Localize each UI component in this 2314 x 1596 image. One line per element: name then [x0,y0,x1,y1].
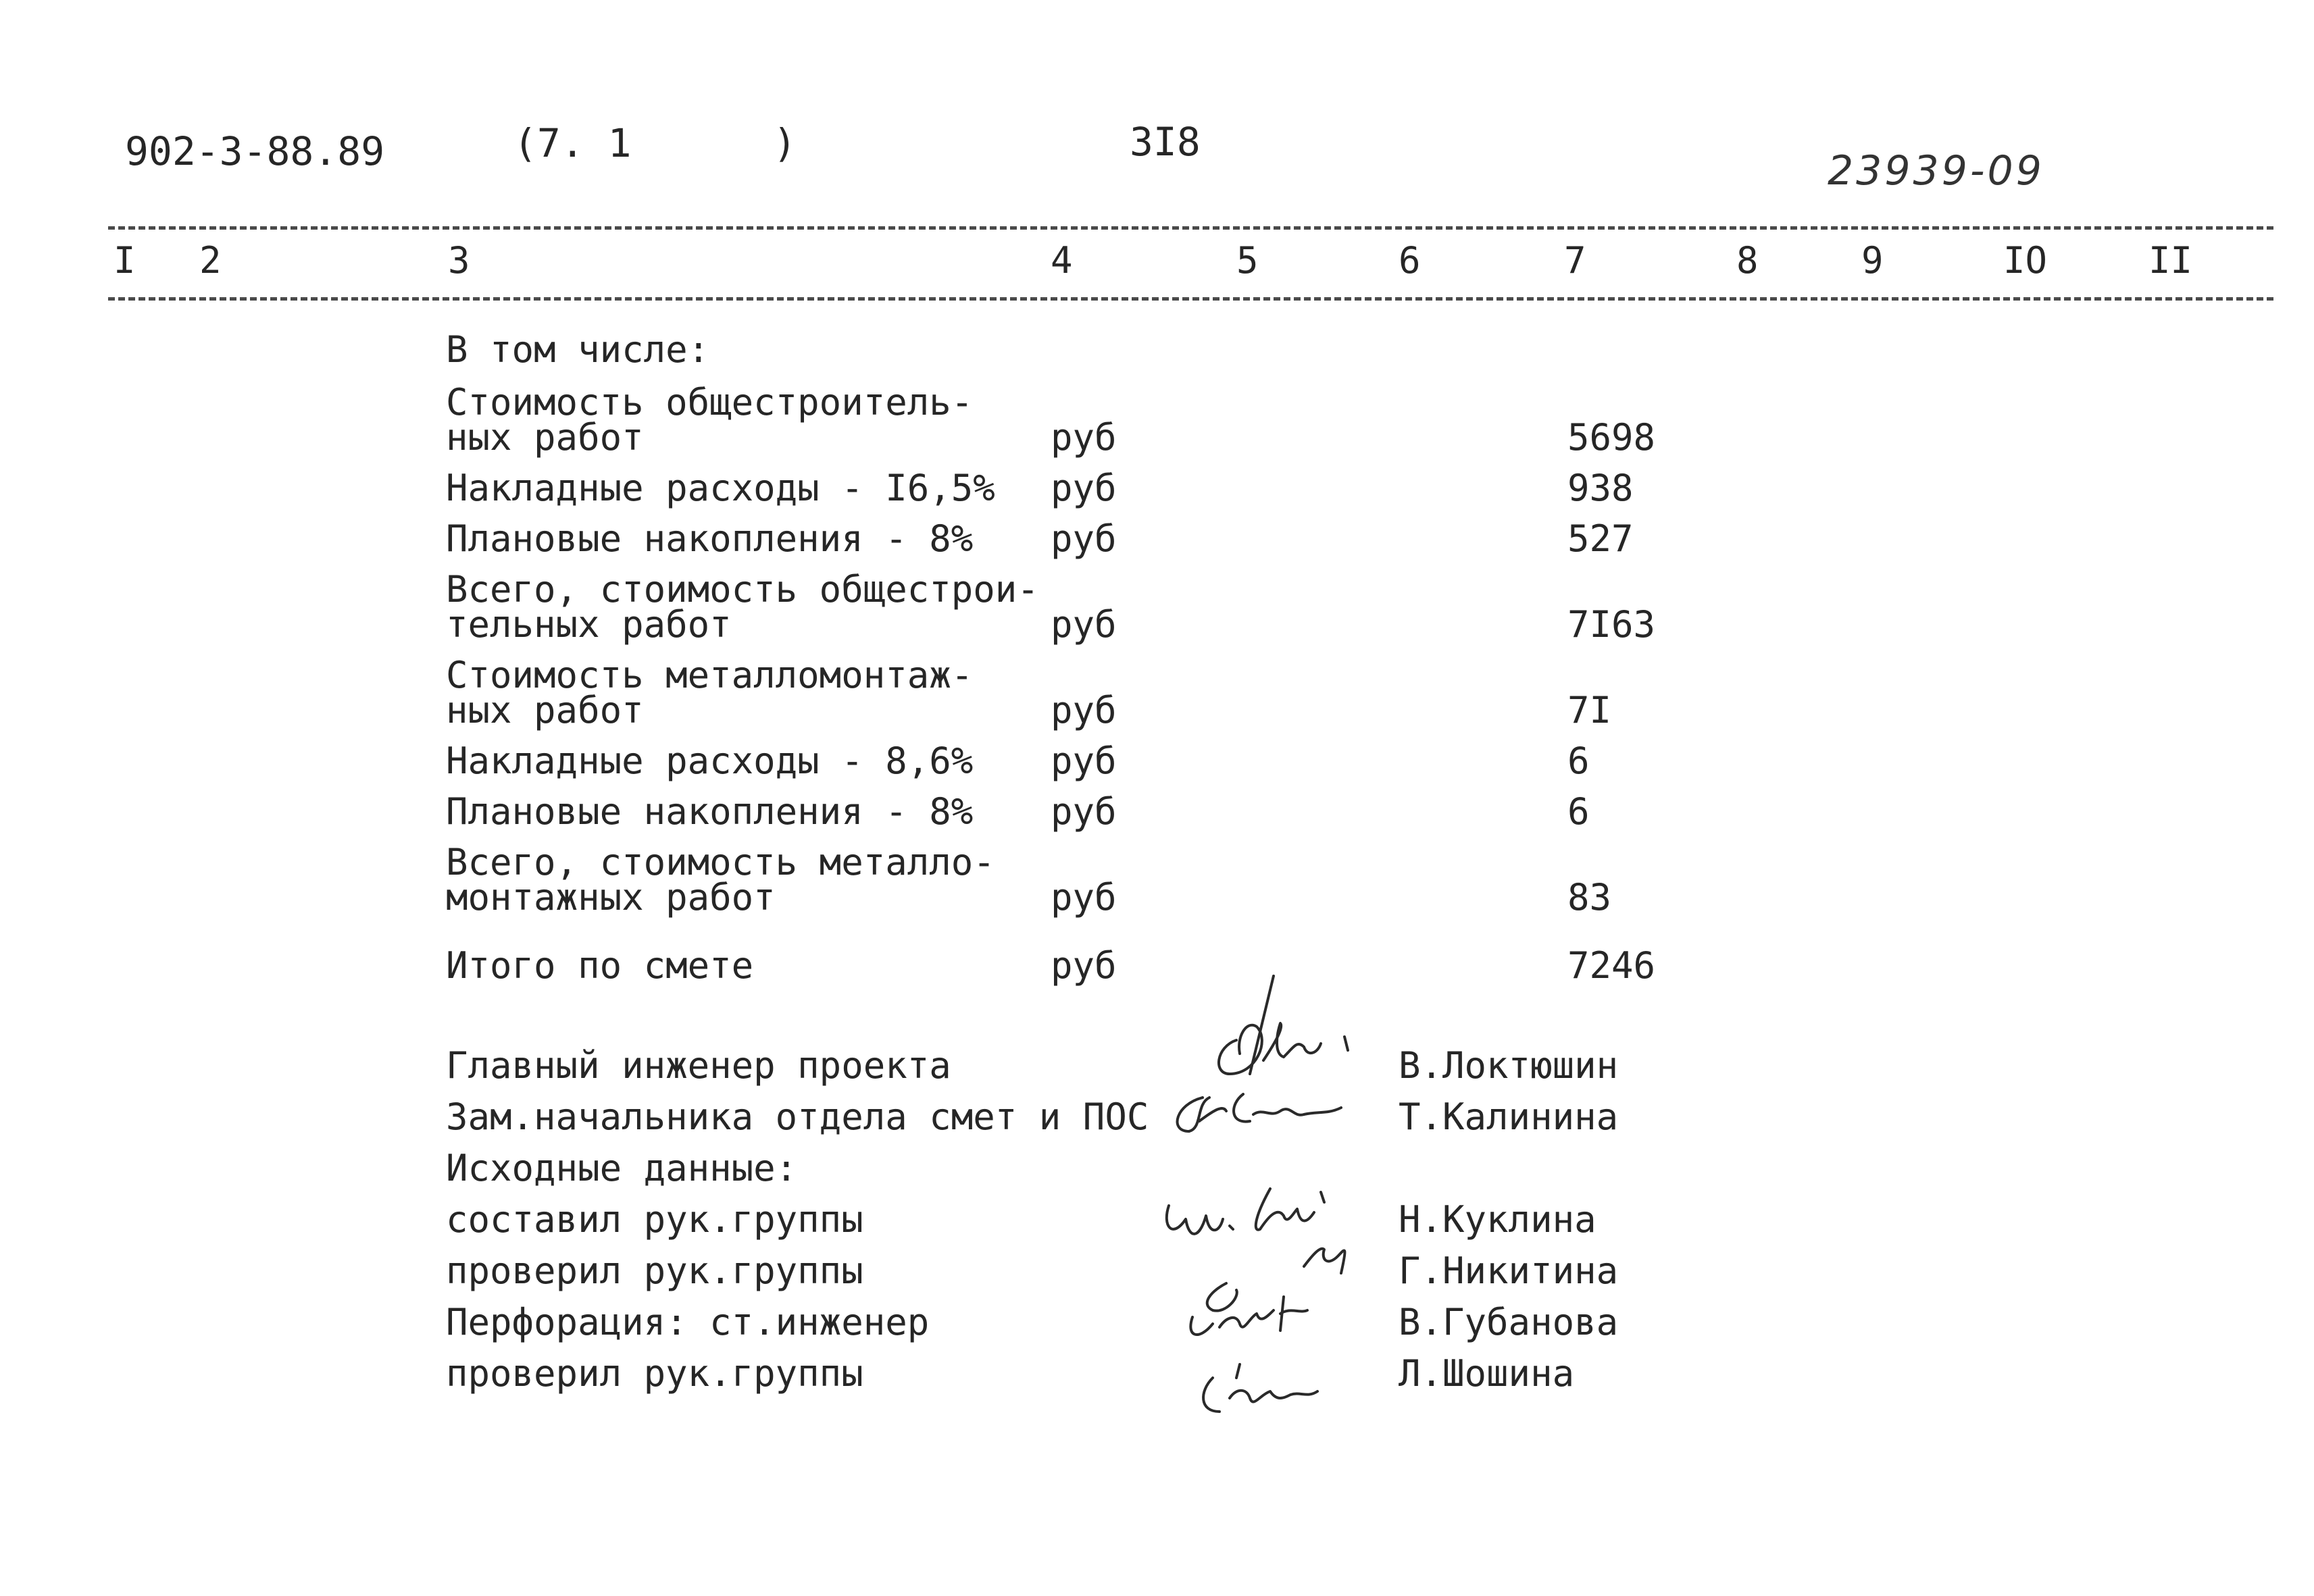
signatory-role: проверил рук.группы [446,1352,863,1395]
column-header: 2 [199,239,222,282]
signatory-role: Главный инженер проекта [446,1044,951,1087]
signatory-name: Т.Калинина [1399,1096,1619,1138]
row-unit: руб [1051,944,1117,987]
signatory-name: Л.Шошина [1399,1352,1575,1395]
handwritten-signature-loktyushin [1209,973,1378,1094]
row-unit: руб [1051,467,1117,509]
column-header: 8 [1736,239,1759,282]
document-code: 902-3-88.89 [125,128,385,174]
handwritten-signature-kalinina [1162,1084,1365,1145]
row-label: монтажных работ [446,876,776,919]
column-header: II [2148,239,2193,282]
row-value: 5698 [1567,416,1656,459]
section-number: (7. 1 ) [513,120,797,166]
signatory-role: составил рук.группы [446,1198,863,1241]
row-label: Накладные расходы - I6,5% [446,467,995,509]
column-header: 7 [1564,239,1586,282]
signatory-name: В.Локтюшин [1399,1044,1619,1087]
signatory-name: Н.Куклина [1399,1198,1596,1241]
table-top-rule [108,226,2273,230]
handwritten-signature-kuklina [1159,1179,1382,1280]
column-header: 4 [1051,239,1073,282]
signatory-name: Г.Никитина [1399,1250,1619,1292]
row-unit: руб [1051,416,1117,459]
signatory-role: проверил рук.группы [446,1250,863,1292]
total-value: 7246 [1567,944,1656,987]
row-label: Накладные расходы - 8,6% [446,740,974,782]
page-number: 3I8 [1130,119,1201,165]
row-value: 527 [1567,517,1634,560]
row-value: 7I [1567,689,1612,731]
row-label: Всего, стоимость металло- [446,841,995,883]
column-header: 5 [1236,239,1259,282]
row-label: Стоимость общестроитель- [446,381,974,423]
row-value: 6 [1567,790,1590,833]
column-header: 9 [1861,239,1884,282]
column-header: IO [2003,239,2048,282]
row-unit: руб [1051,740,1117,782]
row-value: 938 [1567,467,1634,509]
row-label: Всего, стоимость общестрои- [446,568,1039,611]
row-value: 83 [1567,876,1612,919]
section-label: Исходные данные: [446,1147,798,1189]
signatory-role: Перфорация: ст.инженер [446,1301,930,1343]
row-label: Плановые накопления - 8% [446,790,974,833]
row-unit: руб [1051,517,1117,560]
signatory-name: В.Губанова [1399,1301,1619,1343]
row-unit: руб [1051,790,1117,833]
row-label: Плановые накопления - 8% [446,517,974,560]
total-label: Итого по смете [446,944,754,987]
row-value: 6 [1567,740,1590,782]
row-label: ных работ [446,689,644,731]
row-unit: руб [1051,689,1117,731]
row-unit: руб [1051,603,1117,646]
row-value: 7I63 [1567,603,1656,646]
intro-label: В том числе: [446,328,710,371]
table-header-rule [108,297,2273,301]
stamp-number: 23939-09 [1828,147,2044,195]
row-label: Стоимость металломонтаж- [446,654,974,696]
signatory-role: Зам.начальника отдела смет и ПОС [446,1096,1149,1138]
row-label: тельных работ [446,603,732,646]
column-header: 6 [1399,239,1421,282]
row-label: ных работ [446,416,644,459]
column-header: 3 [448,239,470,282]
column-header: I [114,239,136,282]
handwritten-signature-gubanova-shoshina [1172,1277,1388,1439]
row-unit: руб [1051,876,1117,919]
